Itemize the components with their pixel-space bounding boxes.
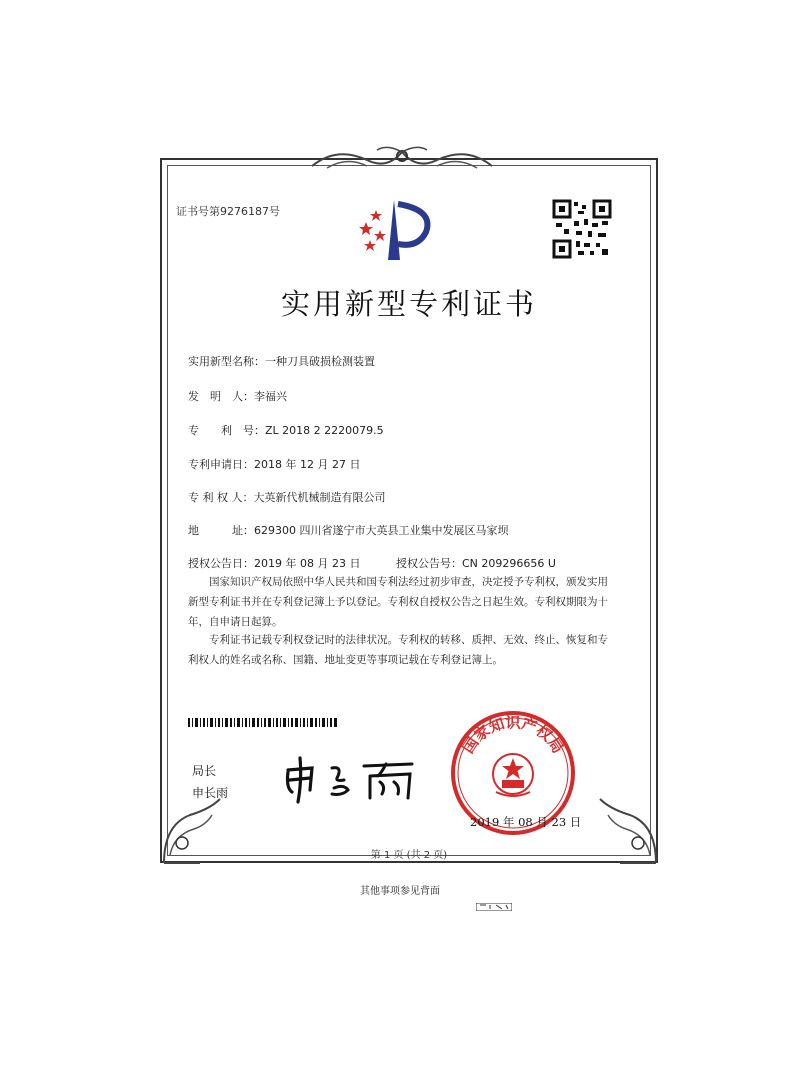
qr-code-icon [552, 199, 612, 259]
field-value: 2018 年 12 月 27 日 [254, 458, 361, 471]
seal-date: 2019 年 08 月 23 日 [470, 815, 582, 829]
field-utility-model-name [188, 353, 375, 369]
field-label: 专 利 号： [188, 424, 265, 437]
field-grant-number [396, 555, 556, 571]
field-label: 专利申请日： [188, 458, 254, 471]
certificate-title: 实用新型专利证书 [280, 287, 537, 321]
field-grant-date [188, 555, 360, 571]
field-value: CN 209296656 U [462, 557, 556, 570]
seal-text: 国家知识产权局 [458, 713, 568, 757]
footer-note: 其他事项参见背面 [360, 886, 440, 897]
barcode-icon [188, 718, 338, 727]
field-value: 2019 年 08 月 23 日 [254, 557, 361, 570]
director-title: 局长 [192, 764, 217, 778]
svg-text:国家知识产权局 [459, 714, 567, 757]
field-label: 发 明 人： [188, 390, 254, 403]
partial-stamp-icon [476, 903, 512, 911]
paragraph-legal-status: 专利证书记载专利权登记时的法律状况。专利权的转移、质押、无效、终止、恢复和专利权人的姓名或名称、国籍、地址变更等事项记载在专利登记簿上。 [188, 634, 608, 666]
field-label: 专 利 权 人： [188, 491, 254, 504]
page-number: 第 1 页 (共 2 页) [370, 850, 448, 861]
field-label: 授权公告号： [396, 557, 462, 570]
field-label: 地 址： [188, 524, 254, 537]
field-value: 629300 四川省遂宁市大英县工业集中发展区马家坝 [254, 524, 509, 537]
cnipa-logo-icon [352, 196, 436, 268]
field-value: 大英新代机械制造有限公司 [253, 491, 386, 504]
field-value: 李福兴 [254, 390, 287, 403]
field-patentee [188, 489, 386, 505]
paragraph-grant-statement: 国家知识产权局依照中华人民共和国专利法经过初步审查，决定授予专利权，颁发实用新型专利证书并在专利登记簿上予以登记。专利权自授权公告之日起生效。专利权期限为十年，自申请日起算。 [188, 576, 608, 628]
certificate-number: 证书号第9276187号 [176, 205, 280, 218]
field-filing-date [188, 456, 360, 472]
field-inventor [188, 388, 287, 404]
field-label: 实用新型名称： [188, 355, 265, 368]
field-patent-number [188, 422, 384, 438]
director-signature [282, 754, 422, 804]
field-address [188, 522, 509, 538]
top-ornament [307, 142, 497, 176]
field-value: ZL 2018 2 2220079.5 [265, 424, 384, 437]
director-name: 申长雨 [192, 786, 229, 800]
field-value: 一种刀具破损检测装置 [265, 355, 375, 368]
field-label: 授权公告日： [188, 557, 254, 570]
